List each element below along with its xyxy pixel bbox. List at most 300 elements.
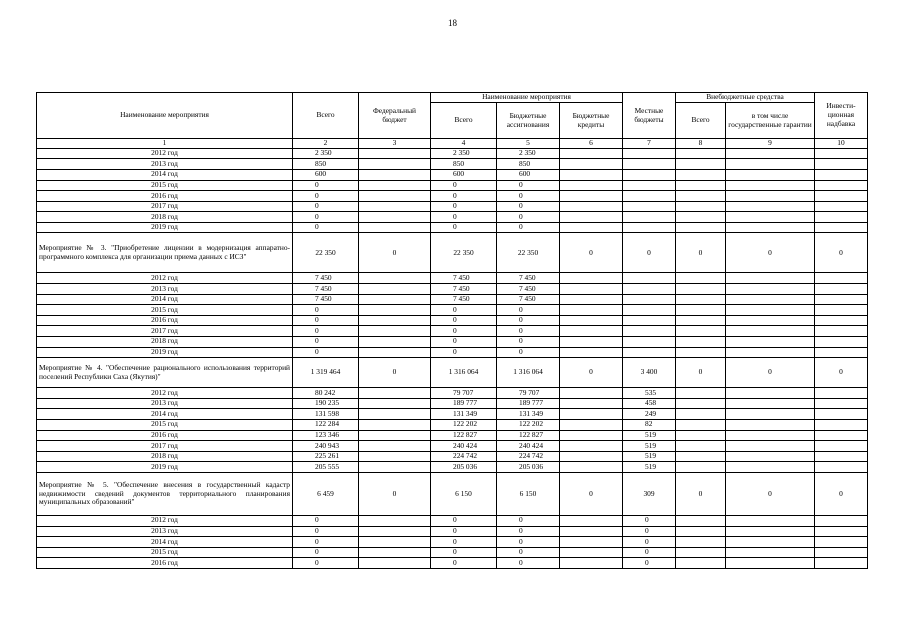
- value-cell: [560, 222, 623, 233]
- value-cell: [359, 284, 431, 295]
- value-cell: 0: [497, 315, 560, 326]
- value-cell: [359, 388, 431, 399]
- value-cell: [815, 315, 868, 326]
- value-cell: 205 036: [431, 462, 497, 473]
- value-cell: [623, 326, 676, 337]
- value-cell: [815, 547, 868, 558]
- value-cell: 0: [293, 347, 359, 358]
- year-label: 2017 год: [37, 441, 293, 452]
- value-cell: [676, 201, 726, 212]
- value-cell: [815, 515, 868, 526]
- year-label: 2016 год: [37, 191, 293, 202]
- value-cell: [359, 273, 431, 284]
- value-cell: 131 349: [431, 409, 497, 420]
- value-cell: 190 235: [293, 398, 359, 409]
- value-cell: [726, 451, 815, 462]
- value-cell: [560, 273, 623, 284]
- header-budget-allocations: Бюджетные ассигнования: [497, 103, 560, 139]
- value-cell: 79 707: [497, 388, 560, 399]
- value-cell: 0: [431, 537, 497, 548]
- value-cell: [359, 159, 431, 170]
- year-row: [37, 547, 868, 558]
- value-cell: [815, 337, 868, 348]
- value-cell: 122 827: [431, 430, 497, 441]
- column-number-row: [37, 139, 868, 149]
- year-row: [37, 180, 868, 191]
- value-cell: 0: [497, 526, 560, 537]
- value-cell: [815, 191, 868, 202]
- value-cell: 0: [293, 337, 359, 348]
- value-cell: 0: [560, 472, 623, 515]
- value-cell: [359, 201, 431, 212]
- year-label: 2012 год: [37, 273, 293, 284]
- budget-table: [36, 92, 868, 569]
- value-cell: 0: [815, 358, 868, 388]
- value-cell: 1 316 064: [497, 358, 560, 388]
- value-cell: [676, 347, 726, 358]
- value-cell: 2 350: [431, 148, 497, 159]
- value-cell: 122 827: [497, 430, 560, 441]
- year-label: 2013 год: [37, 398, 293, 409]
- year-label: 2018 год: [37, 337, 293, 348]
- value-cell: [676, 222, 726, 233]
- value-cell: [676, 526, 726, 537]
- value-cell: 535: [623, 388, 676, 399]
- value-cell: 224 742: [431, 451, 497, 462]
- value-cell: 0: [726, 233, 815, 273]
- year-label: 2014 год: [37, 294, 293, 305]
- year-label: 2013 год: [37, 159, 293, 170]
- value-cell: 0: [497, 201, 560, 212]
- value-cell: [726, 420, 815, 431]
- value-cell: 122 202: [497, 420, 560, 431]
- value-cell: 0: [497, 558, 560, 569]
- value-cell: [726, 273, 815, 284]
- value-cell: [359, 409, 431, 420]
- value-cell: [815, 462, 868, 473]
- year-row: [37, 441, 868, 452]
- value-cell: 205 036: [497, 462, 560, 473]
- value-cell: [676, 294, 726, 305]
- value-cell: 0: [293, 547, 359, 558]
- value-cell: 0: [293, 526, 359, 537]
- value-cell: [726, 347, 815, 358]
- value-cell: [815, 212, 868, 223]
- value-cell: [815, 430, 868, 441]
- value-cell: [359, 191, 431, 202]
- value-cell: [726, 337, 815, 348]
- value-cell: [815, 451, 868, 462]
- value-cell: 0: [676, 233, 726, 273]
- header-local-budgets: Местные бюджеты: [623, 93, 676, 139]
- value-cell: [560, 180, 623, 191]
- value-cell: [726, 398, 815, 409]
- value-cell: 0: [497, 347, 560, 358]
- value-cell: [726, 388, 815, 399]
- value-cell: 131 349: [497, 409, 560, 420]
- value-cell: [359, 430, 431, 441]
- value-cell: [359, 169, 431, 180]
- year-label: 2014 год: [37, 409, 293, 420]
- year-row: [37, 558, 868, 569]
- value-cell: 0: [623, 537, 676, 548]
- year-row: [37, 398, 868, 409]
- value-cell: 82: [623, 420, 676, 431]
- value-cell: [815, 326, 868, 337]
- year-label: 2019 год: [37, 462, 293, 473]
- value-cell: [623, 159, 676, 170]
- value-cell: 0: [359, 358, 431, 388]
- value-cell: [560, 441, 623, 452]
- value-cell: 0: [431, 315, 497, 326]
- header-budget-credits: Бюджетные кредиты: [560, 103, 623, 139]
- value-cell: [815, 148, 868, 159]
- value-cell: 0: [676, 472, 726, 515]
- value-cell: [623, 284, 676, 295]
- year-label: 2013 год: [37, 526, 293, 537]
- value-cell: [623, 148, 676, 159]
- header-state-guarantees: в том числе государственные гарантии: [726, 103, 815, 139]
- value-cell: 0: [497, 515, 560, 526]
- value-cell: 309: [623, 472, 676, 515]
- value-cell: 0: [293, 212, 359, 223]
- value-cell: [726, 430, 815, 441]
- value-cell: [560, 558, 623, 569]
- value-cell: 0: [497, 222, 560, 233]
- value-cell: [359, 462, 431, 473]
- value-cell: 0: [293, 222, 359, 233]
- value-cell: [676, 180, 726, 191]
- value-cell: [726, 148, 815, 159]
- value-cell: 519: [623, 441, 676, 452]
- value-cell: 0: [497, 212, 560, 223]
- value-cell: [676, 191, 726, 202]
- year-label: 2013 год: [37, 284, 293, 295]
- value-cell: [726, 305, 815, 316]
- value-cell: [560, 526, 623, 537]
- value-cell: [815, 441, 868, 452]
- year-row: [37, 462, 868, 473]
- value-cell: [676, 409, 726, 420]
- value-cell: [815, 398, 868, 409]
- value-cell: 0: [431, 515, 497, 526]
- value-cell: 0: [623, 233, 676, 273]
- value-cell: [560, 294, 623, 305]
- value-cell: [623, 273, 676, 284]
- value-cell: 600: [497, 169, 560, 180]
- column-number: 7: [623, 139, 676, 149]
- value-cell: [676, 212, 726, 223]
- value-cell: [726, 526, 815, 537]
- value-cell: 122 284: [293, 420, 359, 431]
- value-cell: 0: [293, 315, 359, 326]
- value-cell: [359, 347, 431, 358]
- value-cell: 7 450: [497, 294, 560, 305]
- value-cell: 7 450: [497, 273, 560, 284]
- value-cell: [560, 201, 623, 212]
- event-name: Мероприятие № 3. "Приобретение лицензии в модернизация аппаратно-программного комплекса для организации приема данных с ИСЗ": [37, 233, 293, 273]
- value-cell: 0: [497, 191, 560, 202]
- value-cell: [560, 326, 623, 337]
- value-cell: [359, 451, 431, 462]
- value-cell: [623, 337, 676, 348]
- value-cell: [560, 148, 623, 159]
- year-row: [37, 451, 868, 462]
- value-cell: [726, 409, 815, 420]
- value-cell: [560, 305, 623, 316]
- value-cell: [359, 326, 431, 337]
- value-cell: [726, 441, 815, 452]
- value-cell: 0: [293, 191, 359, 202]
- header-extrabudget-total: Всего: [676, 103, 726, 139]
- value-cell: 0: [431, 558, 497, 569]
- value-cell: 0: [293, 201, 359, 212]
- year-row: [37, 537, 868, 548]
- value-cell: 0: [726, 472, 815, 515]
- value-cell: 0: [431, 191, 497, 202]
- value-cell: 0: [497, 337, 560, 348]
- value-cell: 0: [431, 526, 497, 537]
- value-cell: [815, 537, 868, 548]
- value-cell: 0: [497, 305, 560, 316]
- value-cell: [359, 180, 431, 191]
- year-row: [37, 347, 868, 358]
- value-cell: [623, 212, 676, 223]
- year-label: 2015 год: [37, 420, 293, 431]
- value-cell: [560, 159, 623, 170]
- header-group-extrabudget: Внебюджетные средства: [676, 93, 815, 103]
- value-cell: 600: [431, 169, 497, 180]
- value-cell: 850: [497, 159, 560, 170]
- value-cell: [560, 515, 623, 526]
- value-cell: 22 350: [293, 233, 359, 273]
- header-group-regional: Наименование мероприятия: [431, 93, 623, 103]
- value-cell: [560, 537, 623, 548]
- value-cell: 0: [431, 305, 497, 316]
- value-cell: 0: [431, 337, 497, 348]
- value-cell: [359, 526, 431, 537]
- year-label: 2015 год: [37, 180, 293, 191]
- value-cell: [676, 305, 726, 316]
- value-cell: [359, 294, 431, 305]
- value-cell: 1 316 064: [431, 358, 497, 388]
- year-row: [37, 430, 868, 441]
- value-cell: 0: [293, 326, 359, 337]
- value-cell: [676, 420, 726, 431]
- value-cell: [726, 169, 815, 180]
- value-cell: [815, 388, 868, 399]
- year-label: 2017 год: [37, 201, 293, 212]
- value-cell: [726, 222, 815, 233]
- value-cell: [815, 284, 868, 295]
- value-cell: [560, 191, 623, 202]
- year-row: [37, 284, 868, 295]
- value-cell: [623, 191, 676, 202]
- value-cell: [815, 180, 868, 191]
- value-cell: 7 450: [497, 284, 560, 295]
- value-cell: [726, 212, 815, 223]
- value-cell: [726, 159, 815, 170]
- value-cell: [815, 409, 868, 420]
- value-cell: 0: [815, 472, 868, 515]
- year-row: [37, 212, 868, 223]
- value-cell: [726, 326, 815, 337]
- value-cell: 0: [359, 233, 431, 273]
- value-cell: 850: [431, 159, 497, 170]
- value-cell: 240 424: [431, 441, 497, 452]
- value-cell: 600: [293, 169, 359, 180]
- value-cell: 519: [623, 451, 676, 462]
- value-cell: [815, 294, 868, 305]
- value-cell: 0: [815, 233, 868, 273]
- value-cell: [726, 180, 815, 191]
- value-cell: [676, 430, 726, 441]
- value-cell: [623, 222, 676, 233]
- value-cell: [726, 537, 815, 548]
- value-cell: 6 150: [497, 472, 560, 515]
- value-cell: 1 319 464: [293, 358, 359, 388]
- value-cell: [359, 305, 431, 316]
- value-cell: 0: [623, 515, 676, 526]
- value-cell: 0: [623, 558, 676, 569]
- value-cell: [726, 191, 815, 202]
- year-label: 2019 год: [37, 222, 293, 233]
- value-cell: 79 707: [431, 388, 497, 399]
- header-regional-total: Всего: [431, 103, 497, 139]
- value-cell: 225 261: [293, 451, 359, 462]
- value-cell: 0: [497, 537, 560, 548]
- value-cell: [676, 337, 726, 348]
- value-cell: 249: [623, 409, 676, 420]
- value-cell: [623, 201, 676, 212]
- value-cell: 0: [293, 305, 359, 316]
- value-cell: 850: [293, 159, 359, 170]
- value-cell: [815, 305, 868, 316]
- year-label: 2018 год: [37, 212, 293, 223]
- value-cell: 22 350: [431, 233, 497, 273]
- year-row: [37, 409, 868, 420]
- value-cell: [726, 294, 815, 305]
- value-cell: [359, 441, 431, 452]
- value-cell: 6 150: [431, 472, 497, 515]
- year-row: [37, 337, 868, 348]
- value-cell: [359, 420, 431, 431]
- column-number: 2: [293, 139, 359, 149]
- value-cell: [359, 537, 431, 548]
- value-cell: 0: [497, 180, 560, 191]
- value-cell: 0: [560, 233, 623, 273]
- value-cell: [359, 148, 431, 159]
- value-cell: [815, 558, 868, 569]
- value-cell: [560, 347, 623, 358]
- year-row: [37, 222, 868, 233]
- value-cell: [623, 169, 676, 180]
- year-label: 2012 год: [37, 515, 293, 526]
- value-cell: [359, 212, 431, 223]
- value-cell: [815, 347, 868, 358]
- value-cell: [676, 547, 726, 558]
- event-row: [37, 233, 868, 273]
- value-cell: [359, 515, 431, 526]
- value-cell: 0: [726, 358, 815, 388]
- year-row: [37, 515, 868, 526]
- value-cell: [815, 420, 868, 431]
- year-row: [37, 315, 868, 326]
- year-row: [37, 148, 868, 159]
- value-cell: [676, 388, 726, 399]
- event-name: Мероприятие № 5. "Обеспечение внесения в государственный кадастр недвижимости сведений документов территориального планирования муниципальных образований": [37, 472, 293, 515]
- year-row: [37, 305, 868, 316]
- value-cell: [623, 180, 676, 191]
- year-label: 2015 год: [37, 547, 293, 558]
- value-cell: 7 450: [293, 284, 359, 295]
- value-cell: 0: [293, 537, 359, 548]
- value-cell: 458: [623, 398, 676, 409]
- value-cell: 0: [431, 347, 497, 358]
- value-cell: 7 450: [293, 294, 359, 305]
- value-cell: 80 242: [293, 388, 359, 399]
- value-cell: [676, 284, 726, 295]
- value-cell: [676, 169, 726, 180]
- year-label: 2016 год: [37, 430, 293, 441]
- value-cell: 2 350: [293, 148, 359, 159]
- value-cell: [359, 547, 431, 558]
- value-cell: [560, 212, 623, 223]
- value-cell: [560, 462, 623, 473]
- year-row: [37, 388, 868, 399]
- value-cell: 189 777: [431, 398, 497, 409]
- value-cell: 0: [623, 526, 676, 537]
- value-cell: [623, 305, 676, 316]
- value-cell: [726, 558, 815, 569]
- value-cell: [560, 169, 623, 180]
- value-cell: 0: [431, 180, 497, 191]
- value-cell: 123 346: [293, 430, 359, 441]
- year-label: 2018 год: [37, 451, 293, 462]
- value-cell: 0: [293, 515, 359, 526]
- value-cell: [676, 159, 726, 170]
- value-cell: [560, 409, 623, 420]
- value-cell: [560, 547, 623, 558]
- value-cell: [676, 441, 726, 452]
- year-label: 2016 год: [37, 315, 293, 326]
- year-row: [37, 294, 868, 305]
- value-cell: [726, 462, 815, 473]
- header-federal-budget: Федеральный бюджет: [359, 93, 431, 139]
- value-cell: 0: [497, 326, 560, 337]
- value-cell: [560, 315, 623, 326]
- value-cell: [815, 169, 868, 180]
- value-cell: [676, 515, 726, 526]
- year-row: [37, 326, 868, 337]
- header-event-name: Наименование мероприятия: [37, 93, 293, 139]
- value-cell: [560, 451, 623, 462]
- value-cell: 2 350: [497, 148, 560, 159]
- year-row: [37, 159, 868, 170]
- value-cell: [560, 337, 623, 348]
- value-cell: 0: [293, 558, 359, 569]
- value-cell: 0: [359, 472, 431, 515]
- value-cell: [560, 398, 623, 409]
- value-cell: [726, 315, 815, 326]
- value-cell: 122 202: [431, 420, 497, 431]
- value-cell: 131 598: [293, 409, 359, 420]
- year-label: 2012 год: [37, 148, 293, 159]
- column-number: 3: [359, 139, 431, 149]
- value-cell: [726, 284, 815, 295]
- column-number: 5: [497, 139, 560, 149]
- year-label: 2014 год: [37, 169, 293, 180]
